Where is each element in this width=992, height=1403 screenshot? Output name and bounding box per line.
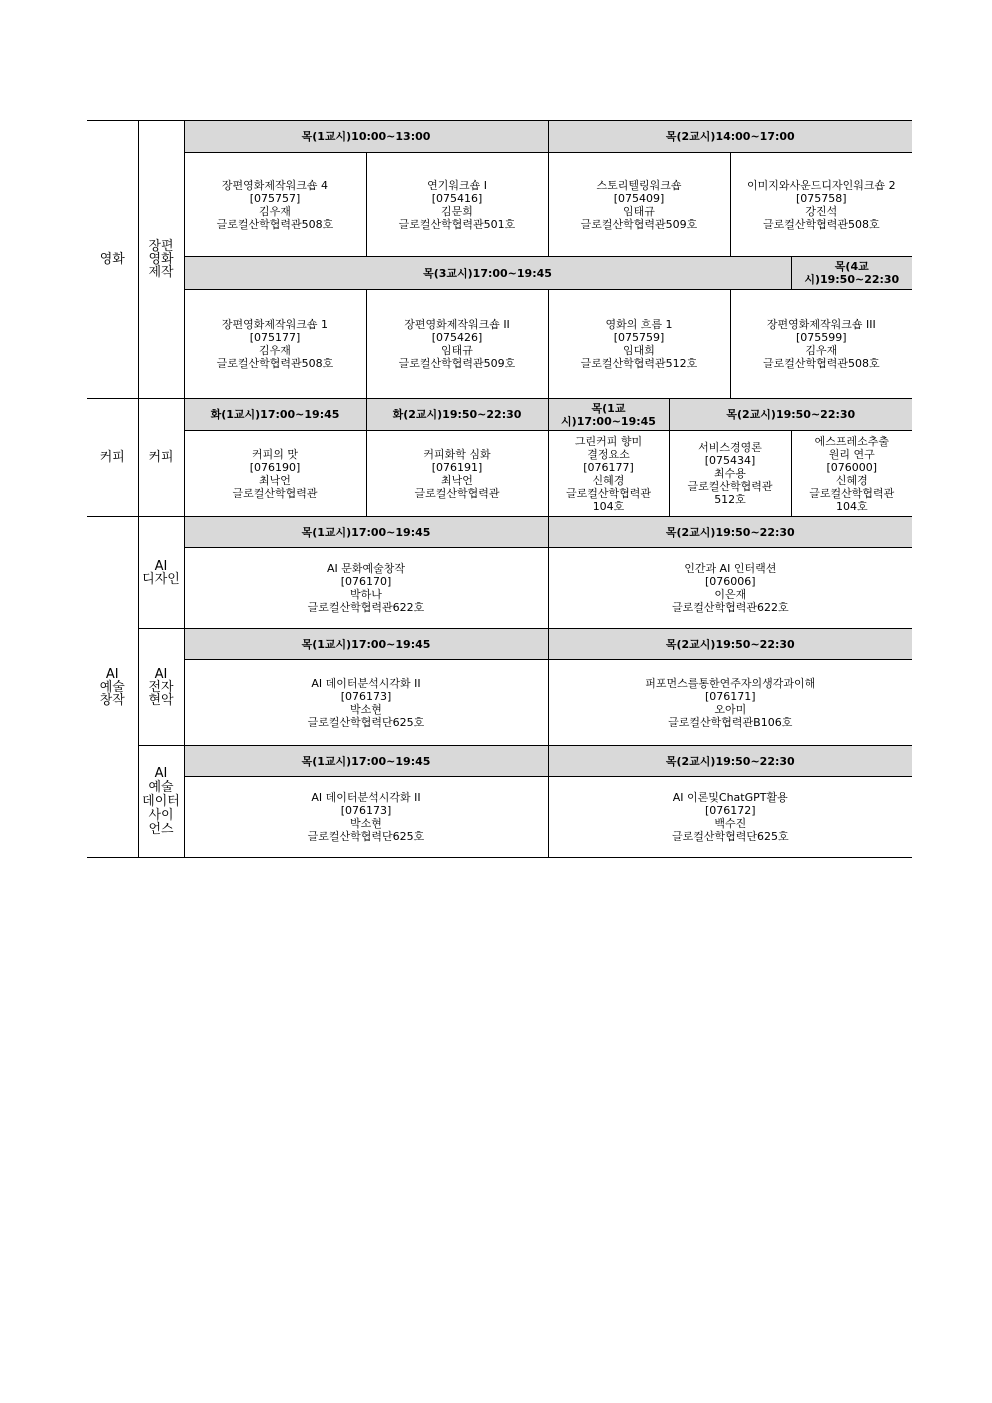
- period-header: 목(3교시)17:00~19:45: [184, 257, 791, 290]
- course-cell[interactable]: 장편영화제작워크숍 4 [075757] 김우재 글로컬산학협력관508호: [184, 153, 366, 257]
- ai-design-course-row: [87, 548, 912, 629]
- course-cell[interactable]: AI 문화예술창작 [076170] 박하나 글로컬산학협력관622호: [184, 548, 548, 629]
- dept-ai-art: AI 예술 창작: [87, 517, 138, 858]
- course-cell[interactable]: 커피화학 심화 [076191] 최낙언 글로컬산학협력관: [366, 431, 548, 517]
- period-header: 화(2교시)19:50~22:30: [366, 399, 548, 431]
- course-cell[interactable]: 그린커피 향미 결정요소 [076177] 신혜경 글로컬산학협력관 104호: [548, 431, 669, 517]
- ai-strings-header-row: [87, 629, 912, 660]
- course-cell[interactable]: AI 데이터분석시각화 II [076173] 박소현 글로컬산학협력단625호: [184, 660, 548, 746]
- course-cell[interactable]: AI 데이터분석시각화 II [076173] 박소현 글로컬산학협력단625호: [184, 777, 548, 858]
- period-header: 목(1교시)17:00~19:45: [548, 399, 669, 431]
- ai-strings-course-row: [87, 660, 912, 746]
- period-header: 목(2교시)14:00~17:00: [548, 121, 912, 153]
- period-header: 목(4교시)19:50~22:30: [791, 257, 912, 290]
- course-cell[interactable]: 인간과 AI 인터랙션 [076006] 이은재 글로컬산학협력관622호: [548, 548, 912, 629]
- course-cell[interactable]: 퍼포먼스를통한연주자의생각과이해 [076171] 오아미 글로컬산학협력관B106호: [548, 660, 912, 746]
- major-coffee: 커피: [138, 399, 184, 517]
- major-ai-design: AI 디자인: [138, 517, 184, 629]
- period-header: 목(1교시)17:00~19:45: [184, 517, 548, 548]
- film-header-row-2: [87, 257, 912, 290]
- coffee-header-row: [87, 399, 912, 431]
- film-course-row-1: [87, 153, 912, 257]
- ai-data-science-course-row: [87, 777, 912, 858]
- dept-film: 영화: [87, 121, 138, 399]
- course-cell[interactable]: 영화의 흐름 1 [075759] 임대희 글로컬산학협력관512호: [548, 290, 730, 399]
- period-header: 목(2교시)19:50~22:30: [548, 746, 912, 777]
- dept-coffee: 커피: [87, 399, 138, 517]
- ai-data-science-header-row: [87, 746, 912, 777]
- period-header: 목(1교시)17:00~19:45: [184, 629, 548, 660]
- period-header: 목(2교시)19:50~22:30: [548, 629, 912, 660]
- course-cell[interactable]: 스토리텔링워크숍 [075409] 임태규 글로컬산학협력관509호: [548, 153, 730, 257]
- period-header: 목(2교시)19:50~22:30: [548, 517, 912, 548]
- course-cell[interactable]: 연기워크숍 I [075416] 김문희 글로컬산학협력관501호: [366, 153, 548, 257]
- coffee-course-row: [87, 431, 912, 517]
- period-header: 화(1교시)17:00~19:45: [184, 399, 366, 431]
- major-ai-art-data-science: AI 예술 데이터 사이 언스: [138, 746, 184, 858]
- course-cell[interactable]: 장편영화제작워크숍 II [075426] 임태규 글로컬산학협력관509호: [366, 290, 548, 399]
- course-cell[interactable]: 커피의 맛 [076190] 최낙언 글로컬산학협력관: [184, 431, 366, 517]
- period-header: 목(1교시)10:00~13:00: [184, 121, 548, 153]
- course-cell[interactable]: 이미지와사운드디자인워크숍 2 [075758] 강진석 글로컬산학협력관508호: [730, 153, 912, 257]
- film-course-row-2: [87, 290, 912, 399]
- course-cell[interactable]: 에스프레소추출 원리 연구 [076000] 신혜경 글로컬산학협력관 104호: [791, 431, 912, 517]
- film-header-row-1: [87, 121, 912, 153]
- major-feature-film: 장편 영화 제작: [138, 121, 184, 399]
- course-cell[interactable]: 장편영화제작워크숍 III [075599] 김우재 글로컬산학협력관508호: [730, 290, 912, 399]
- course-cell[interactable]: 장편영화제작워크숍 1 [075177] 김우재 글로컬산학협력관508호: [184, 290, 366, 399]
- period-header: 목(1교시)17:00~19:45: [184, 746, 548, 777]
- period-header: 목(2교시)19:50~22:30: [669, 399, 912, 431]
- course-cell[interactable]: 서비스경영론 [075434] 최수용 글로컬산학협력관 512호: [669, 431, 791, 517]
- timetable: [87, 120, 912, 858]
- major-ai-electronic-strings: AI 전자 현악: [138, 629, 184, 746]
- ai-design-header-row: [87, 517, 912, 548]
- course-cell[interactable]: AI 이론및ChatGPT활용 [076172] 백수진 글로컬산학협력단625호: [548, 777, 912, 858]
